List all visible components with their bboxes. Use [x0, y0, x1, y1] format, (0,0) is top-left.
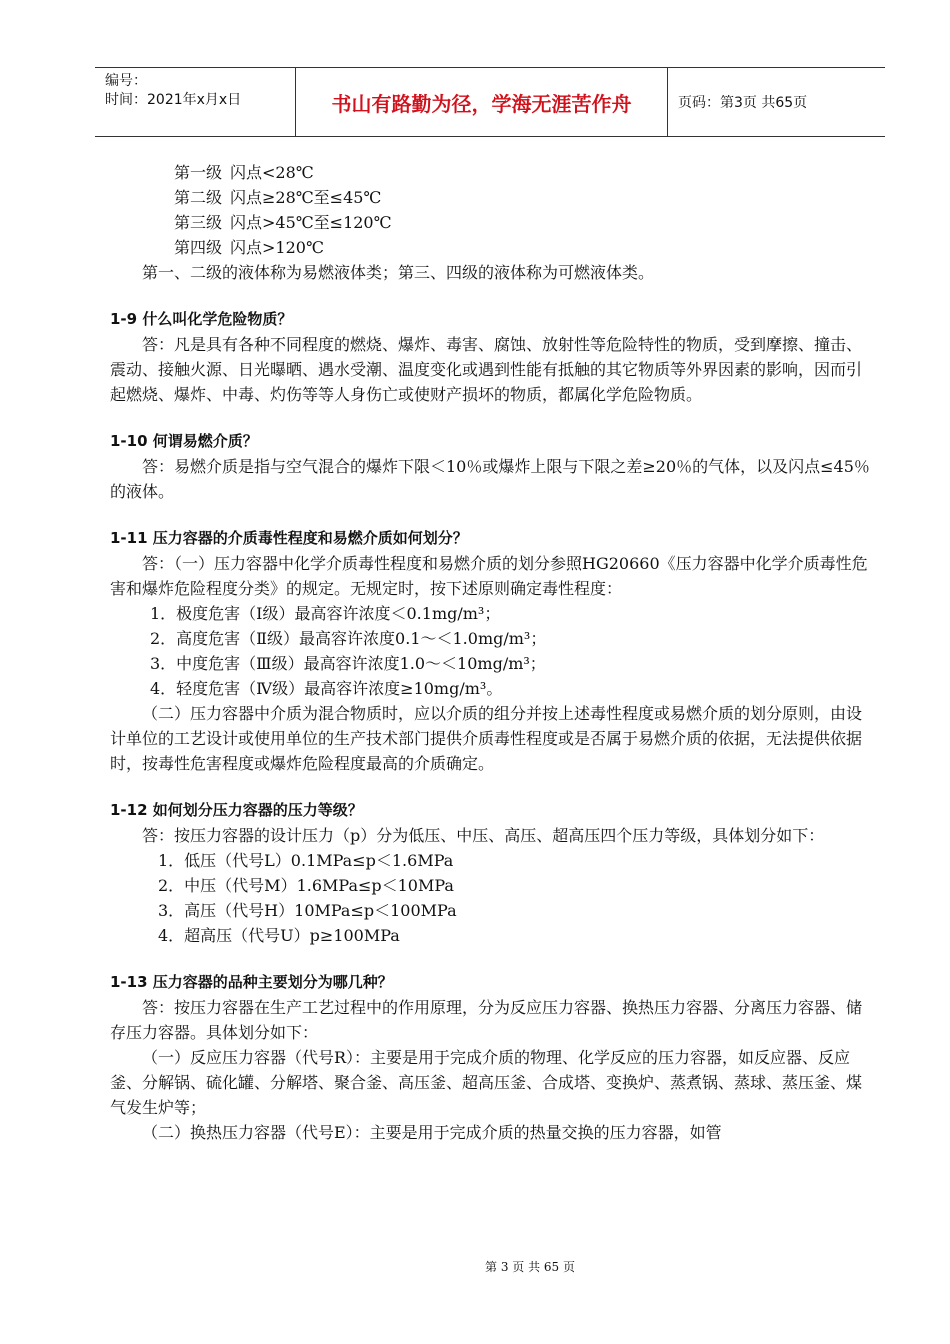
grade-row: 第四级 闪点>120℃	[174, 238, 324, 257]
answer-paragraph: 答：易燃介质是指与空气混合的爆炸下限＜10％或爆炸上限与下限之差≥20％的气体，以及闪点≤45％的液体。	[110, 457, 870, 501]
answer-paragraph: 答：凡是具有各种不同程度的燃烧、爆炸、毒害、腐蚀、放射性等危险特性的物质，受到摩擦、撞击、震动、接触火源、日光曝晒、遇水受潮、温度变化或遇到性能有抵触的其它物质等外界因素的影响，因而引起燃烧、爆炸、中毒、灼伤等等人身伤亡或使财产损坏的物质，都属化学危险物质。	[110, 335, 863, 404]
answer-paragraph: 答：（一）压力容器中化学介质毒性程度和易燃介质的划分参照HG20660《压力容器中化学介质毒性危害和爆炸危险程度分类》的规定。无规定时，按下述原则确定毒性程度：	[110, 554, 868, 598]
list-item: 4．轻度危害（Ⅳ级）最高容许浓度≥10mg/m³。	[150, 679, 503, 698]
page-footer: 第 3 页 共 65 页	[485, 1260, 575, 1274]
question-title: 1-10 何谓易燃介质？	[110, 432, 258, 450]
header-meta	[95, 68, 296, 136]
number-label: 编号：	[105, 73, 147, 89]
question-title: 1-9 什么叫化学危险物质？	[110, 310, 293, 328]
list-item: 1．极度危害（Ⅰ级）最高容许浓度＜0.1mg/m³；	[150, 604, 501, 623]
list-item: 2．中压（代号M）1.6MPa≤p＜10MPa	[158, 876, 454, 895]
list-item: 4．超高压（代号U）p≥100MPa	[158, 926, 400, 945]
header-slogan: 书山有路勤为径，学海无涯苦作舟	[296, 68, 668, 136]
list-item: 3．中度危害（Ⅲ级）最高容许浓度1.0～＜10mg/m³；	[150, 654, 546, 673]
grade-note: 第一、二级的液体称为易燃液体类；第三、四级的液体称为可燃液体类。	[142, 263, 655, 282]
question-title: 1-11 压力容器的介质毒性程度和易燃介质如何划分？	[110, 529, 468, 547]
header-page-label: 页码：第3页 共65页	[678, 95, 808, 111]
list-item: 3．高压（代号H）10MPa≤p＜100MPa	[158, 901, 457, 920]
list-item: 2．高度危害（Ⅱ级）最高容许浓度0.1～＜1.0mg/m³；	[150, 629, 547, 648]
answer-paragraph: 答：按压力容器在生产工艺过程中的作用原理，分为反应压力容器、换热压力容器、分离压力容器、储存压力容器。具体划分如下：	[110, 998, 863, 1042]
page-header	[95, 67, 885, 137]
answer-paragraph: （二）换热压力容器（代号E）：主要是用于完成介质的热量交换的压力容器，如管	[142, 1123, 722, 1142]
time-label: 时间：2021年x月x日	[105, 92, 242, 108]
answer-paragraph: （二）压力容器中介质为混合物质时，应以介质的组分并按上述毒性程度或易燃介质的划分原则，由设计单位的工艺设计或使用单位的生产技术部门提供介质毒性程度或是否属于易燃介质的依据，无法提供依据时，按毒性危害程度或爆炸危险程度最高的介质确定。	[110, 704, 863, 773]
answer-paragraph: 答：按压力容器的设计压力（p）分为低压、中压、高压、超高压四个压力等级，具体划分如下：	[142, 826, 825, 845]
question-title: 1-13 压力容器的品种主要划分为哪几种？	[110, 973, 393, 991]
grade-row: 第一级 闪点<28℃	[174, 163, 314, 182]
answer-paragraph: （一）反应压力容器（代号R）：主要是用于完成介质的物理、化学反应的压力容器，如反应器、反应釜、分解锅、硫化罐、分解塔、聚合釜、高压釜、超高压釜、合成塔、变换炉、蒸煮锅、蒸球、蒸压釜、煤气发生炉等；	[110, 1048, 863, 1117]
grade-row: 第二级 闪点≥28℃至≤45℃	[174, 188, 382, 207]
question-title: 1-12 如何划分压力容器的压力等级？	[110, 801, 363, 819]
grade-row: 第三级 闪点>45℃至≤120℃	[174, 213, 392, 232]
document-body	[110, 160, 870, 1145]
list-item: 1．低压（代号L）0.1MPa≤p＜1.6MPa	[158, 851, 454, 870]
